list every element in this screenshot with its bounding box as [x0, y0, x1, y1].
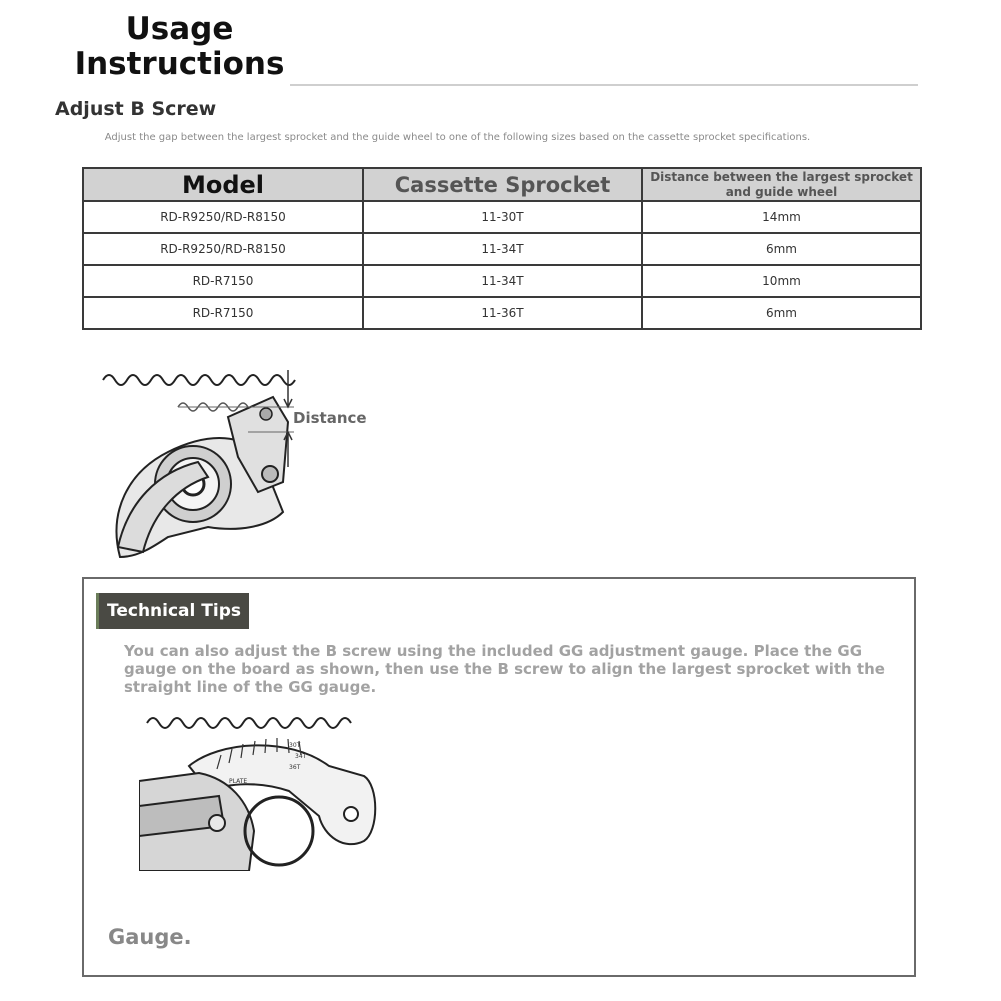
cell-distance: 6mm	[642, 297, 921, 329]
cell-model: RD-R9250/RD-R8150	[83, 233, 363, 265]
gauge-mark-36t: 36T	[289, 764, 301, 771]
distance-label: Distance	[293, 409, 367, 427]
table-header-row	[83, 168, 921, 201]
cell-distance: 14mm	[642, 201, 921, 233]
column-header-model: Model	[83, 168, 363, 201]
gauge-label: Gauge.	[108, 925, 192, 949]
cell-cassette: 11-36T	[363, 297, 642, 329]
gauge-mark-34t: 34T	[295, 753, 307, 760]
gauge-mark-30t: 30T	[289, 742, 301, 749]
cell-cassette: 11-34T	[363, 233, 642, 265]
page-title	[72, 12, 287, 82]
cell-distance: 10mm	[642, 265, 921, 297]
table-row	[83, 233, 921, 265]
distance-arrow-top	[284, 370, 292, 407]
gauge-mark-plate: PLATE	[229, 778, 248, 785]
pivot-bolt	[260, 408, 272, 420]
technical-tips-badge: Technical Tips	[96, 593, 249, 629]
guide-wheel	[245, 797, 313, 865]
cell-cassette: 11-34T	[363, 265, 642, 297]
column-header-distance-line2: and guide wheel	[725, 184, 838, 199]
section-heading: Adjust B Screw	[55, 98, 217, 120]
page-title-line2: Instructions	[74, 46, 285, 82]
gauge-hole	[344, 807, 358, 821]
table-row	[83, 265, 921, 297]
sprocket-teeth-line	[103, 375, 295, 385]
column-header-distance	[642, 168, 921, 201]
cell-cassette: 11-30T	[363, 201, 642, 233]
cell-model: RD-R9250/RD-R8150	[83, 201, 363, 233]
sprocket-teeth-line	[147, 718, 351, 728]
spec-table	[82, 167, 922, 330]
table-row	[83, 297, 921, 329]
column-header-cassette: Cassette Sprocket	[363, 168, 642, 201]
cell-model: RD-R7150	[83, 297, 363, 329]
cell-distance: 6mm	[642, 233, 921, 265]
cell-model: RD-R7150	[83, 265, 363, 297]
derailleur-distance-diagram	[98, 362, 388, 562]
title-divider	[290, 84, 918, 86]
page-title-line1: Usage	[125, 11, 234, 47]
gg-gauge-diagram	[139, 711, 384, 871]
pivot-bolt	[209, 815, 225, 831]
column-header-distance-line1: Distance between the largest sprocket	[650, 169, 913, 184]
table-row	[83, 201, 921, 233]
technical-tips-text: You can also adjust the B screw using the included GG adjustment gauge. Place the GG gauge on the board as shown, then use the B screw to align the largest sprocket with the straight line of the GG gauge.	[124, 642, 885, 696]
technical-tips-panel	[82, 577, 916, 977]
section-description: Adjust the gap between the largest sprocket and the guide wheel to one of the following sizes based on the cassette sprocket specifications.	[104, 132, 811, 143]
b-screw	[262, 466, 278, 482]
